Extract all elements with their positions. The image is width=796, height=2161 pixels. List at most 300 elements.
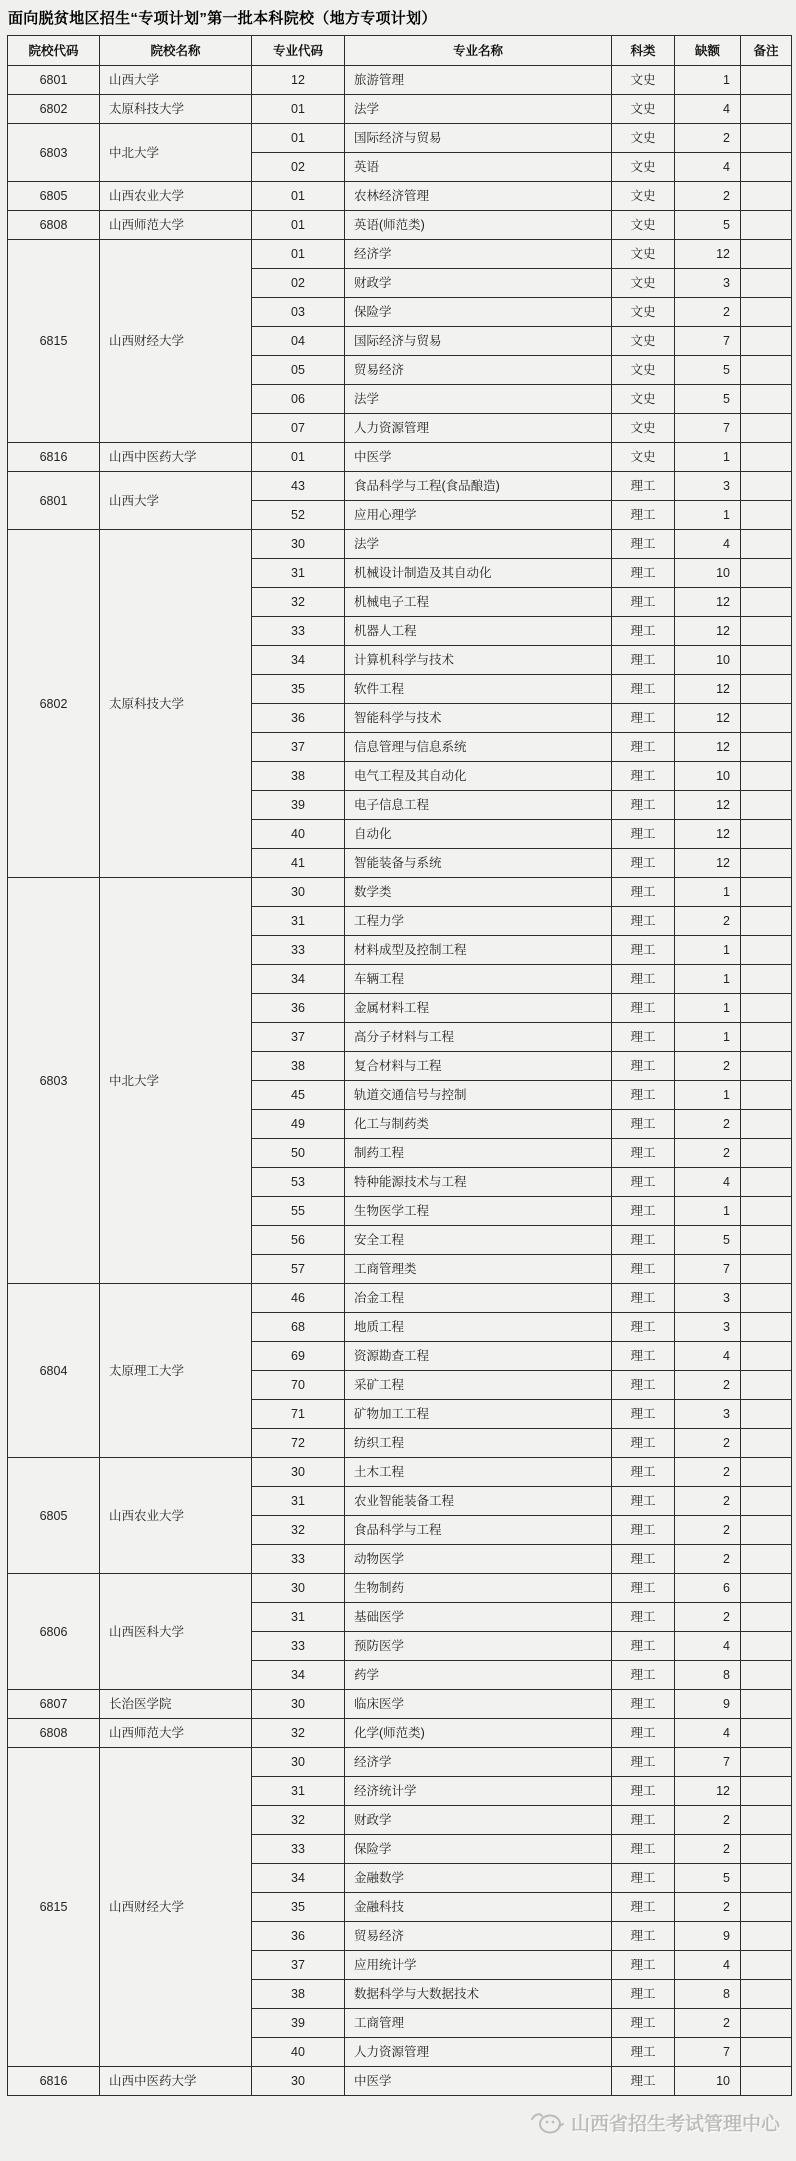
vacancy-cell: 2: [675, 2009, 741, 2038]
vacancy-cell: 2: [675, 124, 741, 153]
table-row: [8, 1690, 792, 1719]
category-cell: 理工: [612, 1516, 675, 1545]
remark-cell: [741, 298, 792, 327]
vacancy-cell: 4: [675, 1342, 741, 1371]
category-cell: 理工: [612, 1429, 675, 1458]
remark-cell: [741, 878, 792, 907]
vacancy-cell: 4: [675, 530, 741, 559]
remark-cell: [741, 1139, 792, 1168]
major-name-cell: 金融科技: [345, 1893, 612, 1922]
vacancy-cell: 1: [675, 1081, 741, 1110]
category-cell: 理工: [612, 1864, 675, 1893]
vacancy-cell: 1: [675, 936, 741, 965]
major-name-cell: 法学: [345, 95, 612, 124]
major-code-cell: 33: [252, 1632, 345, 1661]
college-name-cell: 山西财经大学: [100, 240, 252, 443]
major-name-cell: 生物制药: [345, 1574, 612, 1603]
college-name-cell: 山西财经大学: [100, 1748, 252, 2067]
major-code-cell: 32: [252, 1719, 345, 1748]
remark-cell: [741, 1255, 792, 1284]
major-name-cell: 经济学: [345, 240, 612, 269]
major-name-cell: 食品科学与工程(食品酿造): [345, 472, 612, 501]
table-row: [8, 211, 792, 240]
vacancy-cell: 12: [675, 1777, 741, 1806]
major-name-cell: 电气工程及其自动化: [345, 762, 612, 791]
category-cell: 理工: [612, 1255, 675, 1284]
table-row: [8, 2067, 792, 2096]
vacancy-cell: 8: [675, 1980, 741, 2009]
major-name-cell: 中医学: [345, 443, 612, 472]
remark-cell: [741, 1284, 792, 1313]
college-name-cell: 中北大学: [100, 124, 252, 182]
major-code-cell: 35: [252, 1893, 345, 1922]
vacancy-cell: 2: [675, 1487, 741, 1516]
vacancy-cell: 10: [675, 559, 741, 588]
major-name-cell: 临床医学: [345, 1690, 612, 1719]
major-name-cell: 安全工程: [345, 1226, 612, 1255]
vacancy-cell: 7: [675, 414, 741, 443]
vacancy-cell: 2: [675, 298, 741, 327]
vacancy-cell: 2: [675, 1806, 741, 1835]
category-cell: 理工: [612, 1110, 675, 1139]
major-code-cell: 31: [252, 1777, 345, 1806]
major-code-cell: 56: [252, 1226, 345, 1255]
major-name-cell: 英语(师范类): [345, 211, 612, 240]
category-cell: 文史: [612, 182, 675, 211]
remark-cell: [741, 153, 792, 182]
major-code-cell: 38: [252, 1052, 345, 1081]
major-code-cell: 36: [252, 994, 345, 1023]
vacancy-cell: 1: [675, 994, 741, 1023]
category-cell: 理工: [612, 1748, 675, 1777]
major-name-cell: 轨道交通信号与控制: [345, 1081, 612, 1110]
vacancy-cell: 3: [675, 1313, 741, 1342]
major-name-cell: 计算机科学与技术: [345, 646, 612, 675]
page: [0, 7, 796, 2136]
vacancy-cell: 6: [675, 1574, 741, 1603]
major-code-cell: 30: [252, 530, 345, 559]
major-code-cell: 06: [252, 385, 345, 414]
category-cell: 理工: [612, 733, 675, 762]
vacancy-cell: 3: [675, 1400, 741, 1429]
major-name-cell: 基础医学: [345, 1603, 612, 1632]
remark-cell: [741, 762, 792, 791]
remark-cell: [741, 588, 792, 617]
major-name-cell: 人力资源管理: [345, 414, 612, 443]
remark-cell: [741, 530, 792, 559]
major-name-cell: 化工与制药类: [345, 1110, 612, 1139]
major-name-cell: 车辆工程: [345, 965, 612, 994]
major-name-cell: 动物医学: [345, 1545, 612, 1574]
college-name-cell: 山西师范大学: [100, 1719, 252, 1748]
major-name-cell: 纺织工程: [345, 1429, 612, 1458]
major-name-cell: 贸易经济: [345, 1922, 612, 1951]
vacancy-cell: 7: [675, 1255, 741, 1284]
remark-cell: [741, 1980, 792, 2009]
major-code-cell: 32: [252, 1516, 345, 1545]
category-cell: 文史: [612, 414, 675, 443]
remark-cell: [741, 240, 792, 269]
remark-cell: [741, 443, 792, 472]
vacancy-cell: 1: [675, 1197, 741, 1226]
category-cell: 理工: [612, 849, 675, 878]
major-name-cell: 财政学: [345, 269, 612, 298]
vacancy-cell: 5: [675, 1226, 741, 1255]
major-code-cell: 34: [252, 646, 345, 675]
major-code-cell: 31: [252, 1487, 345, 1516]
major-name-cell: 生物医学工程: [345, 1197, 612, 1226]
category-cell: 理工: [612, 1835, 675, 1864]
category-cell: 理工: [612, 1313, 675, 1342]
major-code-cell: 45: [252, 1081, 345, 1110]
major-name-cell: 电子信息工程: [345, 791, 612, 820]
category-cell: 理工: [612, 1922, 675, 1951]
college-code-cell: 6815: [8, 240, 100, 443]
table-row: [8, 530, 792, 559]
vacancy-cell: 2: [675, 1429, 741, 1458]
major-code-cell: 39: [252, 2009, 345, 2038]
category-cell: 理工: [612, 2009, 675, 2038]
major-name-cell: 工程力学: [345, 907, 612, 936]
remark-cell: [741, 1603, 792, 1632]
header-college-name: 院校名称: [100, 36, 252, 66]
major-name-cell: 应用心理学: [345, 501, 612, 530]
remark-cell: [741, 501, 792, 530]
remark-cell: [741, 1197, 792, 1226]
category-cell: 理工: [612, 646, 675, 675]
remark-cell: [741, 965, 792, 994]
header-remark: 备注: [741, 36, 792, 66]
major-code-cell: 70: [252, 1371, 345, 1400]
major-name-cell: 贸易经济: [345, 356, 612, 385]
remark-cell: [741, 907, 792, 936]
college-name-cell: 山西农业大学: [100, 182, 252, 211]
category-cell: 文史: [612, 153, 675, 182]
category-cell: 理工: [612, 1545, 675, 1574]
major-name-cell: 机器人工程: [345, 617, 612, 646]
vacancy-cell: 4: [675, 1951, 741, 1980]
college-code-cell: 6803: [8, 878, 100, 1284]
major-name-cell: 农林经济管理: [345, 182, 612, 211]
table-row: [8, 182, 792, 211]
major-code-cell: 33: [252, 617, 345, 646]
table-header-row: [8, 36, 792, 66]
vacancy-cell: 2: [675, 1545, 741, 1574]
table-row: [8, 1574, 792, 1603]
college-name-cell: 山西农业大学: [100, 1458, 252, 1574]
major-code-cell: 31: [252, 907, 345, 936]
college-name-cell: 山西中医药大学: [100, 2067, 252, 2096]
major-code-cell: 04: [252, 327, 345, 356]
category-cell: 理工: [612, 1487, 675, 1516]
major-code-cell: 40: [252, 2038, 345, 2067]
remark-cell: [741, 936, 792, 965]
category-cell: 文史: [612, 240, 675, 269]
remark-cell: [741, 2067, 792, 2096]
vacancy-cell: 2: [675, 1893, 741, 1922]
major-code-cell: 38: [252, 762, 345, 791]
category-cell: 文史: [612, 298, 675, 327]
vacancy-cell: 7: [675, 1748, 741, 1777]
remark-cell: [741, 791, 792, 820]
vacancy-cell: 12: [675, 820, 741, 849]
table-row: [8, 240, 792, 269]
remark-cell: [741, 617, 792, 646]
major-code-cell: 30: [252, 1690, 345, 1719]
vacancy-cell: 8: [675, 1661, 741, 1690]
vacancy-cell: 12: [675, 240, 741, 269]
remark-cell: [741, 1661, 792, 1690]
remark-cell: [741, 414, 792, 443]
major-code-cell: 37: [252, 1951, 345, 1980]
footer: [0, 2109, 780, 2136]
category-cell: 理工: [612, 1574, 675, 1603]
major-name-cell: 采矿工程: [345, 1371, 612, 1400]
major-name-cell: 财政学: [345, 1806, 612, 1835]
category-cell: 理工: [612, 1893, 675, 1922]
remark-cell: [741, 1777, 792, 1806]
page-title: 面向脱贫地区招生“专项计划”第一批本科院校（地方专项计划）: [8, 10, 437, 27]
org-logo-icon: [530, 2110, 564, 2136]
remark-cell: [741, 1429, 792, 1458]
vacancy-cell: 10: [675, 762, 741, 791]
college-name-cell: 长治医学院: [100, 1690, 252, 1719]
category-cell: 理工: [612, 1661, 675, 1690]
major-code-cell: 57: [252, 1255, 345, 1284]
remark-cell: [741, 2009, 792, 2038]
major-code-cell: 33: [252, 1545, 345, 1574]
vacancy-table: [7, 35, 792, 2096]
major-code-cell: 34: [252, 1864, 345, 1893]
major-code-cell: 40: [252, 820, 345, 849]
major-name-cell: 中医学: [345, 2067, 612, 2096]
major-code-cell: 32: [252, 588, 345, 617]
category-cell: 理工: [612, 1400, 675, 1429]
vacancy-cell: 2: [675, 1835, 741, 1864]
remark-cell: [741, 733, 792, 762]
remark-cell: [741, 1719, 792, 1748]
major-code-cell: 50: [252, 1139, 345, 1168]
header-category: 科类: [612, 36, 675, 66]
major-name-cell: 自动化: [345, 820, 612, 849]
major-name-cell: 冶金工程: [345, 1284, 612, 1313]
major-name-cell: 经济学: [345, 1748, 612, 1777]
remark-cell: [741, 1690, 792, 1719]
vacancy-cell: 9: [675, 1690, 741, 1719]
major-code-cell: 43: [252, 472, 345, 501]
major-name-cell: 金属材料工程: [345, 994, 612, 1023]
major-name-cell: 保险学: [345, 1835, 612, 1864]
major-code-cell: 02: [252, 269, 345, 298]
category-cell: 理工: [612, 704, 675, 733]
category-cell: 理工: [612, 1951, 675, 1980]
vacancy-cell: 12: [675, 849, 741, 878]
major-code-cell: 02: [252, 153, 345, 182]
major-name-cell: 工商管理: [345, 2009, 612, 2038]
remark-cell: [741, 211, 792, 240]
table-row: [8, 66, 792, 95]
major-name-cell: 数学类: [345, 878, 612, 907]
vacancy-cell: 4: [675, 1632, 741, 1661]
major-code-cell: 39: [252, 791, 345, 820]
table-row: [8, 1458, 792, 1487]
header-major-code: 专业代码: [252, 36, 345, 66]
vacancy-cell: 1: [675, 501, 741, 530]
major-code-cell: 33: [252, 1835, 345, 1864]
college-code-cell: 6804: [8, 1284, 100, 1458]
major-code-cell: 31: [252, 1603, 345, 1632]
vacancy-cell: 4: [675, 1168, 741, 1197]
vacancy-cell: 2: [675, 1516, 741, 1545]
vacancy-cell: 2: [675, 1110, 741, 1139]
vacancy-cell: 12: [675, 791, 741, 820]
major-name-cell: 旅游管理: [345, 66, 612, 95]
remark-cell: [741, 1835, 792, 1864]
category-cell: 理工: [612, 1139, 675, 1168]
major-code-cell: 03: [252, 298, 345, 327]
category-cell: 理工: [612, 820, 675, 849]
vacancy-cell: 7: [675, 2038, 741, 2067]
remark-cell: [741, 1458, 792, 1487]
major-name-cell: 预防医学: [345, 1632, 612, 1661]
major-name-cell: 人力资源管理: [345, 2038, 612, 2067]
major-name-cell: 化学(师范类): [345, 1719, 612, 1748]
major-name-cell: 农业智能装备工程: [345, 1487, 612, 1516]
vacancy-cell: 12: [675, 704, 741, 733]
major-code-cell: 05: [252, 356, 345, 385]
category-cell: 文史: [612, 327, 675, 356]
major-code-cell: 41: [252, 849, 345, 878]
major-code-cell: 36: [252, 704, 345, 733]
major-name-cell: 法学: [345, 530, 612, 559]
major-code-cell: 37: [252, 733, 345, 762]
category-cell: 理工: [612, 530, 675, 559]
major-code-cell: 49: [252, 1110, 345, 1139]
college-code-cell: 6816: [8, 443, 100, 472]
major-code-cell: 72: [252, 1429, 345, 1458]
category-cell: 理工: [612, 1371, 675, 1400]
college-name-cell: 太原理工大学: [100, 1284, 252, 1458]
category-cell: 文史: [612, 269, 675, 298]
table-row: [8, 472, 792, 501]
remark-cell: [741, 327, 792, 356]
major-name-cell: 工商管理类: [345, 1255, 612, 1284]
major-name-cell: 资源勘查工程: [345, 1342, 612, 1371]
remark-cell: [741, 1545, 792, 1574]
remark-cell: [741, 2038, 792, 2067]
college-code-cell: 6805: [8, 182, 100, 211]
vacancy-cell: 12: [675, 617, 741, 646]
table-row: [8, 1748, 792, 1777]
table-row: [8, 443, 792, 472]
major-code-cell: 30: [252, 1458, 345, 1487]
category-cell: 文史: [612, 124, 675, 153]
major-name-cell: 地质工程: [345, 1313, 612, 1342]
remark-cell: [741, 849, 792, 878]
category-cell: 理工: [612, 617, 675, 646]
college-code-cell: 6808: [8, 211, 100, 240]
vacancy-cell: 3: [675, 472, 741, 501]
vacancy-cell: 2: [675, 1052, 741, 1081]
major-name-cell: 特种能源技术与工程: [345, 1168, 612, 1197]
major-code-cell: 68: [252, 1313, 345, 1342]
remark-cell: [741, 356, 792, 385]
major-name-cell: 复合材料与工程: [345, 1052, 612, 1081]
category-cell: 文史: [612, 443, 675, 472]
category-cell: 理工: [612, 878, 675, 907]
category-cell: 理工: [612, 1458, 675, 1487]
vacancy-cell: 5: [675, 211, 741, 240]
remark-cell: [741, 646, 792, 675]
remark-cell: [741, 1864, 792, 1893]
major-name-cell: 英语: [345, 153, 612, 182]
category-cell: 理工: [612, 1081, 675, 1110]
remark-cell: [741, 1342, 792, 1371]
major-name-cell: 矿物加工工程: [345, 1400, 612, 1429]
category-cell: 理工: [612, 907, 675, 936]
major-name-cell: 软件工程: [345, 675, 612, 704]
vacancy-cell: 1: [675, 965, 741, 994]
remark-cell: [741, 1487, 792, 1516]
major-name-cell: 保险学: [345, 298, 612, 327]
category-cell: 理工: [612, 1690, 675, 1719]
vacancy-cell: 3: [675, 1284, 741, 1313]
table-row: [8, 1284, 792, 1313]
remark-cell: [741, 182, 792, 211]
category-cell: 理工: [612, 501, 675, 530]
major-code-cell: 31: [252, 559, 345, 588]
major-code-cell: 71: [252, 1400, 345, 1429]
category-cell: 理工: [612, 1168, 675, 1197]
vacancy-cell: 1: [675, 443, 741, 472]
major-name-cell: 食品科学与工程: [345, 1516, 612, 1545]
category-cell: 理工: [612, 791, 675, 820]
remark-cell: [741, 1632, 792, 1661]
remark-cell: [741, 385, 792, 414]
org-name: 山西省招生考试管理中心: [570, 2114, 780, 2135]
category-cell: 理工: [612, 2067, 675, 2096]
table-body: [8, 66, 792, 2096]
remark-cell: [741, 1226, 792, 1255]
major-code-cell: 01: [252, 240, 345, 269]
remark-cell: [741, 1081, 792, 1110]
remark-cell: [741, 1371, 792, 1400]
major-name-cell: 经济统计学: [345, 1777, 612, 1806]
remark-cell: [741, 1922, 792, 1951]
category-cell: 理工: [612, 588, 675, 617]
table-row: [8, 95, 792, 124]
category-cell: 理工: [612, 762, 675, 791]
vacancy-cell: 2: [675, 907, 741, 936]
category-cell: 文史: [612, 356, 675, 385]
college-code-cell: 6815: [8, 1748, 100, 2067]
category-cell: 文史: [612, 95, 675, 124]
major-name-cell: 金融数学: [345, 1864, 612, 1893]
college-name-cell: 山西大学: [100, 66, 252, 95]
college-code-cell: 6807: [8, 1690, 100, 1719]
vacancy-cell: 12: [675, 588, 741, 617]
category-cell: 理工: [612, 472, 675, 501]
vacancy-cell: 3: [675, 269, 741, 298]
major-code-cell: 12: [252, 66, 345, 95]
major-name-cell: 药学: [345, 1661, 612, 1690]
remark-cell: [741, 1052, 792, 1081]
remark-cell: [741, 559, 792, 588]
remark-cell: [741, 472, 792, 501]
category-cell: 理工: [612, 1719, 675, 1748]
category-cell: 理工: [612, 2038, 675, 2067]
vacancy-cell: 1: [675, 66, 741, 95]
